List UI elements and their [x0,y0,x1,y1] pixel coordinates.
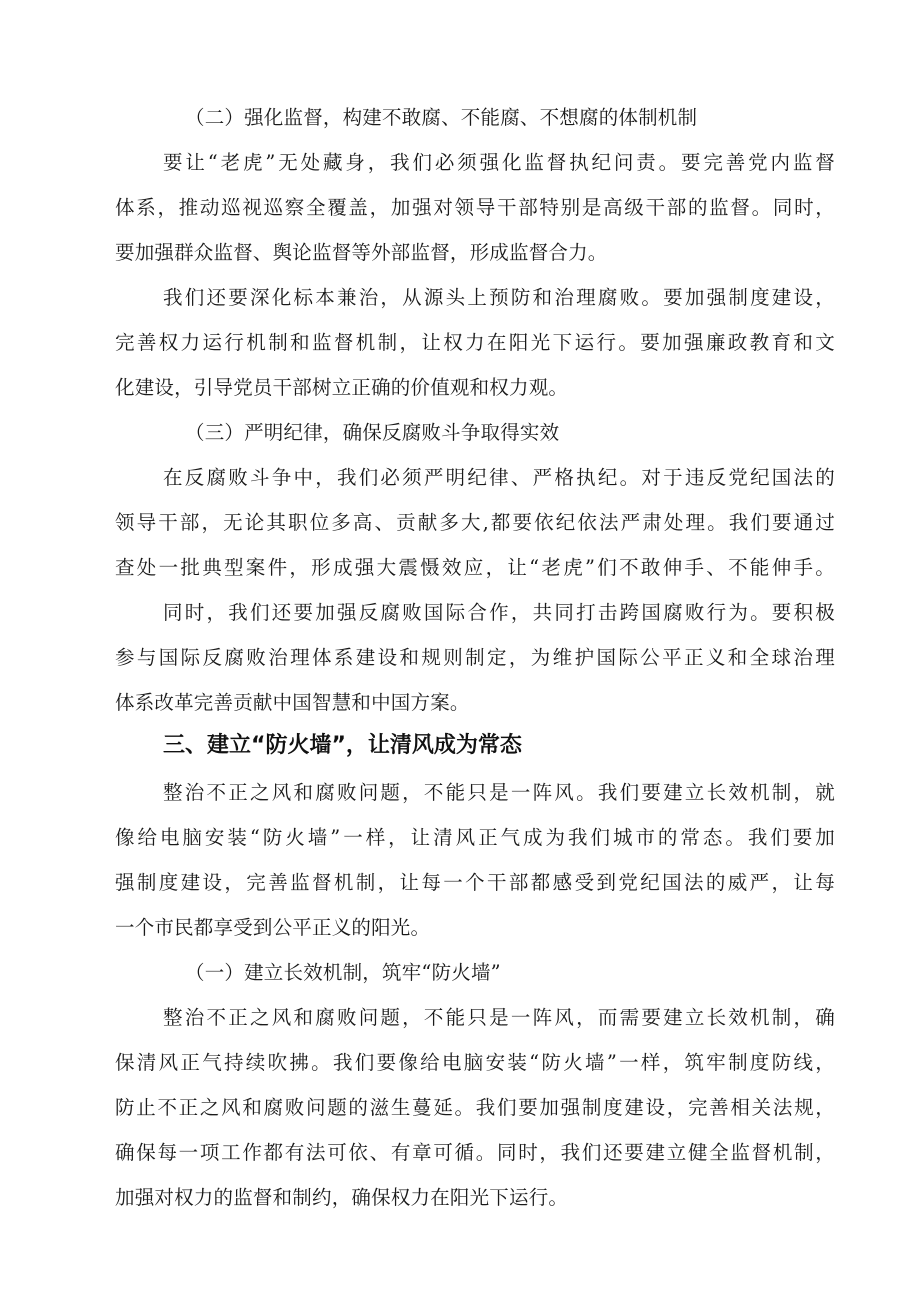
paragraph-line: 完善权力运行机制和监督机制，让权力在阳光下运行。要加强廉政教育和文 [115,331,835,354]
paragraph-line: 体系改革完善贡献中国智慧和中国方案。 [115,691,470,714]
paragraph-line: 整治不正之风和腐败问题，不能只是一阵风，而需要建立长效机制，确 [163,1006,835,1029]
subsection-title: （二）强化监督，构建不敢腐、不能腐、不想腐的体制机制 [185,106,698,129]
paragraph-line: 查处一批典型案件，形成强大震慑效应，让“老虎”们不敢伸手、不能伸手。 [115,556,835,579]
paragraph-line: 像给电脑安装“防火墙”一样，让清风正气成为我们城市的常态。我们要加 [115,826,835,849]
paragraph-line: 领导干部，无论其职位多高、贡献多大,都要依纪依法严肃处理。我们要通过 [115,511,835,534]
subsection-title: （一）建立长效机制，筑牢“防火墙” [185,961,501,984]
paragraph-line: 要让“老虎”无处藏身，我们必须强化监督执纪问责。要完善党内监督 [163,151,835,174]
paragraph-line: 确保每一项工作都有法可依、有章可循。同时，我们还要建立健全监督机制， [115,1141,835,1164]
paragraph-line: 加强对权力的监督和制约，确保权力在阳光下运行。 [115,1186,569,1209]
subsection-title: （三）严明纪律，确保反腐败斗争取得实效 [185,421,560,444]
paragraph-line: 我们还要深化标本兼治，从源头上预防和治理腐败。要加强制度建设， [163,286,835,309]
paragraph-line: 体系，推动巡视巡察全覆盖，加强对领导干部特别是高级干部的监督。同时， [115,196,835,219]
paragraph-line: 同时，我们还要加强反腐败国际合作，共同打击跨国腐败行为。要积极 [163,601,835,624]
paragraph-line: 在反腐败斗争中，我们必须严明纪律、严格执纪。对于违反党纪国法的 [163,466,835,489]
section-heading: 三、建立“防火墙”，让清风成为常态 [163,733,522,758]
paragraph-line: 要加强群众监督、舆论监督等外部监督，形成监督合力。 [115,241,608,264]
paragraph-line: 一个市民都享受到公平正义的阳光。 [115,916,431,939]
paragraph-line: 强制度建设，完善监督机制，让每一个干部都感受到党纪国法的威严，让每 [115,871,835,894]
paragraph-line: 参与国际反腐败治理体系建设和规则制定，为维护国际公平正义和全球治理 [115,646,835,669]
paragraph-line: 防止不正之风和腐败问题的滋生蔓延。我们要加强制度建设，完善相关法规， [115,1096,835,1119]
paragraph-line: 保清风正气持续吹拂。我们要像给电脑安装“防火墙”一样，筑牢制度防线， [115,1051,835,1074]
paragraph-line: 整治不正之风和腐败问题，不能只是一阵风。我们要建立长效机制，就 [163,781,835,804]
paragraph-line: 化建设，引导党员干部树立正确的价值观和权力观。 [115,376,569,399]
